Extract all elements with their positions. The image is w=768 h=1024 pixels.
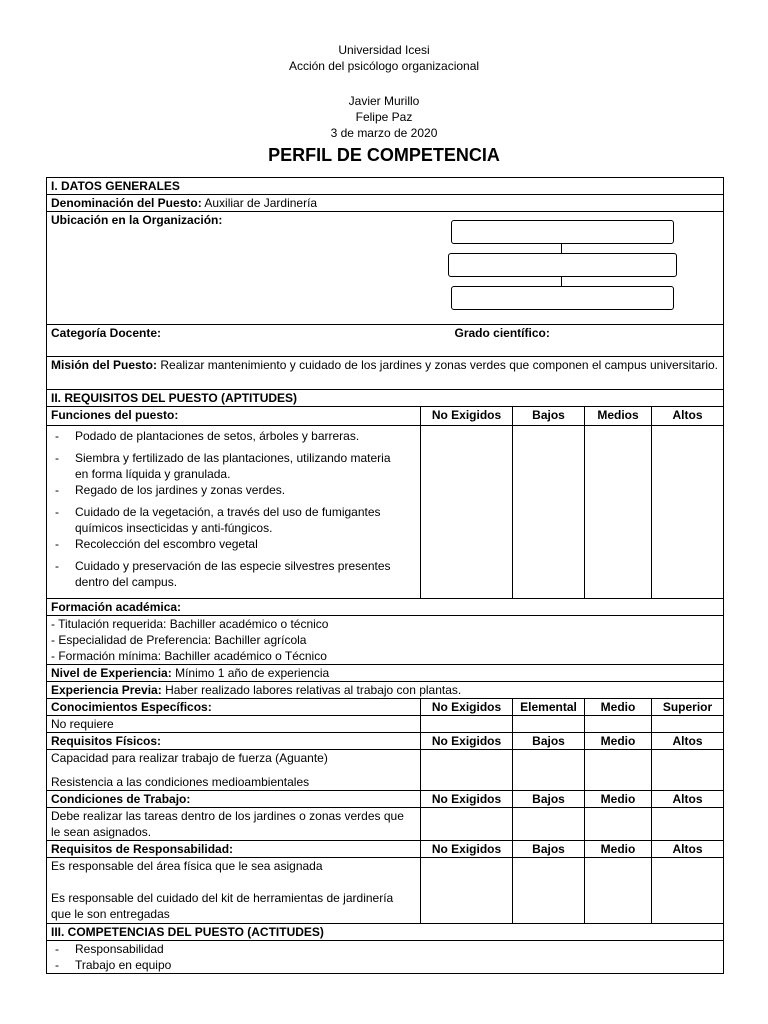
document-date: 3 de marzo de 2020: [330, 126, 438, 140]
previa-value: Haber realizado labores relativas al trabajo con plantas.: [165, 683, 462, 697]
level-header-altos: Altos: [652, 733, 724, 750]
level-header-bajos: Bajos: [513, 791, 585, 808]
level-cell[interactable]: [652, 858, 724, 924]
university-name: Universidad Icesi: [338, 43, 430, 57]
fisicos-label: Requisitos Físicos:: [47, 733, 421, 750]
org-chart-box-middle: [448, 253, 677, 277]
responsabilidad-item-2: Es responsable del cuidado del kit de herramientas de jardinería que le son entregadas: [51, 891, 394, 921]
level-cell[interactable]: [585, 426, 652, 599]
denominacion-row: [47, 195, 724, 212]
condiciones-value: Debe realizar las tareas dentro de los jardines o zonas verdes que le sean asignados.: [47, 808, 421, 841]
level-cell[interactable]: [652, 716, 724, 733]
previa-label: Experiencia Previa:: [51, 683, 162, 697]
section2-heading: II. REQUISITOS DEL PUESTO (APTITUDES): [47, 390, 724, 407]
denominacion-label: Denominación del Puesto:: [51, 196, 202, 210]
experiencia-row: [47, 665, 724, 682]
mision-row: [47, 357, 724, 390]
conocimientos-value: No requiere: [47, 716, 421, 733]
level-header-medio: Medio: [585, 841, 652, 858]
fisicos-cell: [47, 750, 421, 791]
experiencia-value: Mínimo 1 año de experiencia: [175, 666, 330, 680]
level-cell[interactable]: [421, 426, 513, 599]
list-item: - Siembra y fertilizado de las plantaciones, utilizando materia en forma líquida y granulada.: [51, 450, 416, 482]
condiciones-label: Condiciones de Trabajo:: [47, 791, 421, 808]
formacion-item: - Especialidad de Preferencia: Bachiller agrícola: [51, 633, 307, 647]
level-header-no-exigidos: No Exigidos: [421, 699, 513, 716]
level-header-altos: Altos: [652, 841, 724, 858]
level-header-bajos: Bajos: [513, 841, 585, 858]
fisicos-item-1: Capacidad para realizar trabajo de fuerza (Aguante): [51, 751, 328, 765]
level-header-no-exigidos: No Exigidos: [421, 733, 513, 750]
list-item: - Trabajo en equipo: [51, 957, 719, 973]
ubicacion-label: Ubicación en la Organización:: [51, 213, 223, 227]
section3-heading: III. COMPETENCIAS DEL PUESTO (ACTITUDES): [47, 924, 724, 941]
competencias-cell: [47, 941, 724, 974]
course-name: Acción del psicólogo organizacional: [288, 59, 480, 73]
denominacion-value: Auxiliar de Jardinería: [204, 196, 318, 210]
level-header-no-exigidos: No Exigidos: [421, 841, 513, 858]
list-item: - Responsabilidad: [51, 941, 719, 957]
responsabilidad-label: Requisitos de Responsabilidad:: [47, 841, 421, 858]
formacion-label: Formación académica:: [47, 599, 724, 616]
mision-value: Realizar mantenimiento y cuidado de los jardines y zonas verdes que componen el campus universitario.: [160, 358, 718, 372]
level-cell[interactable]: [513, 858, 585, 924]
list-item: - Recolección del escombro vegetal: [51, 536, 416, 552]
level-cell[interactable]: [513, 426, 585, 599]
categoria-label: Categoría Docente:: [51, 326, 162, 340]
level-header-medio: Medio: [585, 791, 652, 808]
level-header-no-exigidos: No Exigidos: [421, 407, 513, 426]
level-cell[interactable]: [585, 808, 652, 841]
level-cell[interactable]: [513, 750, 585, 791]
competencias-list: [51, 941, 719, 973]
level-cell[interactable]: [421, 858, 513, 924]
org-chart-connector-2: [561, 276, 562, 286]
level-header-medios: Medios: [585, 407, 652, 426]
experiencia-label: Nivel de Experiencia:: [51, 666, 172, 680]
competency-table: [46, 177, 724, 974]
level-cell[interactable]: [421, 808, 513, 841]
list-item: - Regado de los jardines y zonas verdes.: [51, 482, 416, 498]
level-cell[interactable]: [585, 858, 652, 924]
responsabilidad-item-1: Es responsable del área física que le sea asignada: [51, 859, 323, 873]
level-cell[interactable]: [513, 716, 585, 733]
level-cell[interactable]: [652, 426, 724, 599]
org-chart-box-top: [451, 220, 674, 244]
level-cell[interactable]: [652, 808, 724, 841]
funciones-label: Funciones del puesto:: [47, 407, 421, 426]
ubicacion-row: [47, 212, 724, 325]
page-title: PERFIL DE COMPETENCIA: [268, 145, 500, 165]
author-1: Javier Murillo: [348, 94, 420, 108]
header-block: [0, 42, 768, 74]
list-item: - Cuidado de la vegetación, a través del uso de fumigantes químicos insecticidas y anti-fúngicos.: [51, 504, 416, 536]
author-2: Felipe Paz: [355, 110, 413, 124]
grado-label: Grado científico:: [454, 326, 550, 340]
org-chart-box-bottom: [451, 286, 674, 310]
funciones-list-cell: [47, 426, 421, 599]
responsabilidad-cell: [47, 858, 421, 924]
level-header-medio: Medio: [585, 733, 652, 750]
previa-row: [47, 682, 724, 699]
org-chart-connector-1: [561, 243, 562, 253]
level-header-no-exigidos: No Exigidos: [421, 791, 513, 808]
section1-heading: I. DATOS GENERALES: [47, 178, 724, 195]
fisicos-item-2: Resistencia a las condiciones medioambientales: [51, 775, 310, 789]
level-header-superior: Superior: [652, 699, 724, 716]
level-header-altos: Altos: [652, 791, 724, 808]
list-item: - Podado de plantaciones de setos, árboles y barreras.: [51, 428, 416, 444]
level-cell[interactable]: [585, 716, 652, 733]
list-item: - Cuidado y preservación de las especie silvestres presentes dentro del campus.: [51, 558, 416, 590]
level-header-medio: Medio: [585, 699, 652, 716]
level-header-bajos: Bajos: [513, 407, 585, 426]
formacion-row: [47, 616, 724, 665]
conocimientos-label: Conocimientos Específicos:: [47, 699, 421, 716]
formacion-item: - Formación mínima: Bachiller académico o Técnico: [51, 649, 327, 663]
formacion-item: - Titulación requerida: Bachiller académico o técnico: [51, 617, 329, 631]
level-cell[interactable]: [585, 750, 652, 791]
level-header-altos: Altos: [652, 407, 724, 426]
level-header-bajos: Bajos: [513, 733, 585, 750]
funciones-list: [51, 428, 416, 590]
level-cell[interactable]: [421, 750, 513, 791]
level-cell[interactable]: [513, 808, 585, 841]
level-header-elemental: Elemental: [513, 699, 585, 716]
level-cell[interactable]: [652, 750, 724, 791]
mision-label: Misión del Puesto:: [51, 358, 158, 372]
categoria-row: [47, 325, 724, 357]
level-cell[interactable]: [421, 716, 513, 733]
authors-block: [0, 93, 768, 141]
